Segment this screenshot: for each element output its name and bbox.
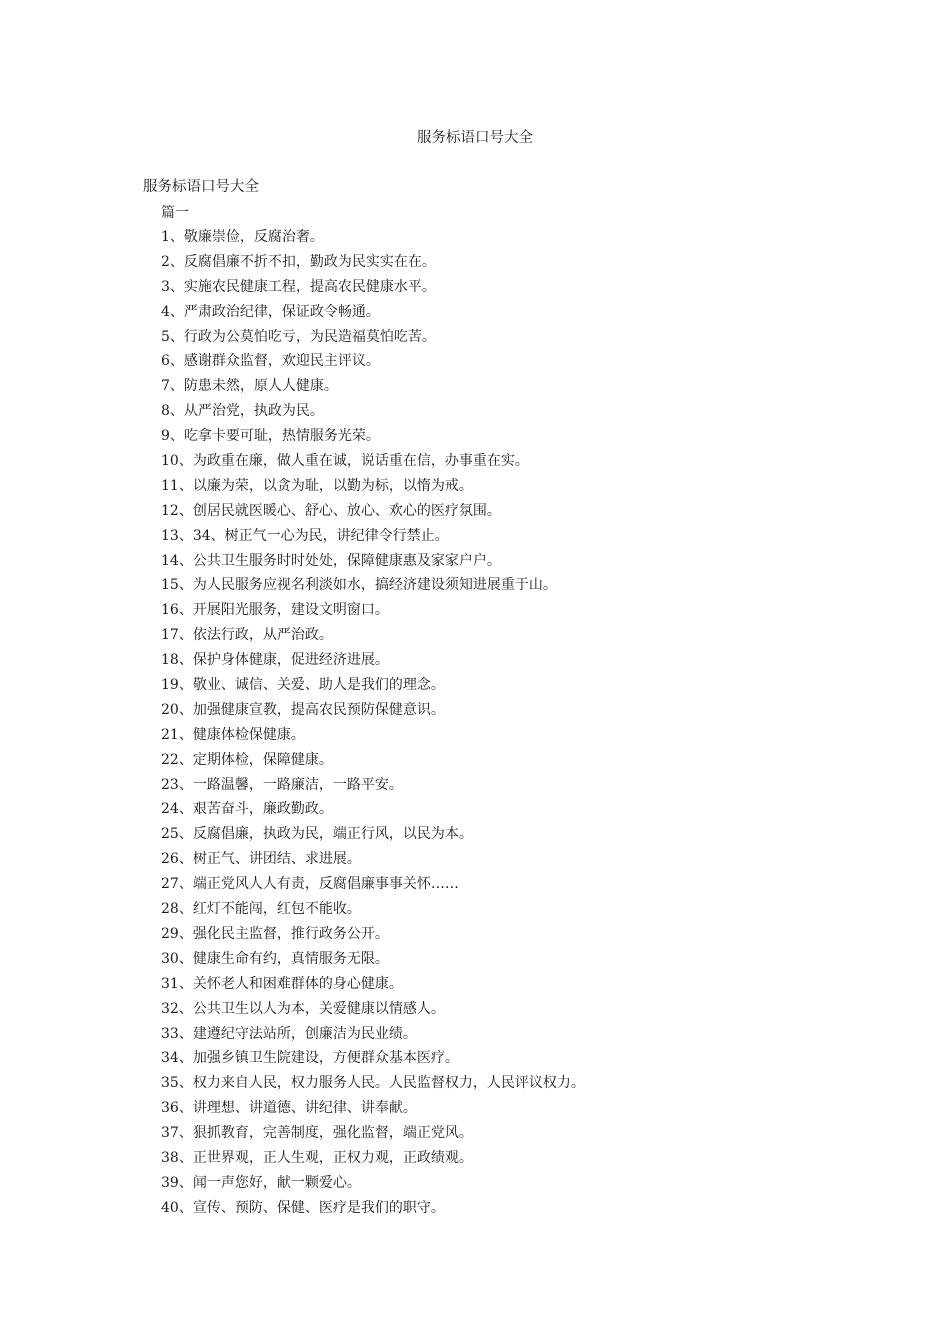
list-item: 5、行政为公莫怕吃亏，为民造福莫怕吃苦。 bbox=[161, 328, 436, 345]
list-item: 38、正世界观，正人生观，正权力观，正政绩观。 bbox=[161, 1149, 473, 1166]
list-item: 11、以廉为荣，以贪为耻，以勤为标，以惰为戒。 bbox=[161, 477, 473, 494]
list-item: 13、34、树正气一心为民，讲纪律令行禁止。 bbox=[161, 527, 449, 544]
list-item: 19、敬业、诚信、关爱、助人是我们的理念。 bbox=[161, 677, 445, 694]
list-item: 6、感谢群众监督，欢迎民主评议。 bbox=[161, 353, 380, 370]
list-item: 28、红灯不能闯，红包不能收。 bbox=[161, 901, 361, 918]
list-item: 18、保护身体健康，促进经济进展。 bbox=[161, 652, 389, 669]
list-item: 22、定期体检，保障健康。 bbox=[161, 751, 333, 768]
list-item: 37、狠抓教育，完善制度，强化监督，端正党风。 bbox=[161, 1125, 473, 1142]
list-item: 29、强化民主监督，推行政务公开。 bbox=[161, 925, 389, 942]
list-item: 36、讲理想、讲道德、讲纪律、讲奉献。 bbox=[161, 1100, 417, 1117]
document-title: 服务标语口号大全 bbox=[417, 130, 533, 146]
list-item: 32、公共卫生以人为本，关爱健康以情感人。 bbox=[161, 1000, 445, 1017]
list-item: 35、权力来自人民，权力服务人民。人民监督权力，人民评议权力。 bbox=[161, 1075, 585, 1092]
list-item: 2、反腐倡廉不折不扣，勤政为民实实在在。 bbox=[161, 253, 436, 270]
list-item: 4、严肃政治纪律，保证政令畅通。 bbox=[161, 303, 380, 320]
slogan-list bbox=[161, 227, 585, 1223]
list-item: 31、关怀老人和困难群体的身心健康。 bbox=[161, 975, 403, 992]
list-item: 27、端正党风人人有责，反腐倡廉事事关怀…… bbox=[161, 876, 459, 893]
list-item: 15、为人民服务应视名利淡如水，搞经济建设须知进展重于山。 bbox=[161, 577, 557, 594]
list-item: 3、实施农民健康工程，提高农民健康水平。 bbox=[161, 278, 436, 295]
list-item: 1、敬廉崇俭，反腐治奢。 bbox=[161, 229, 324, 245]
list-item: 12、创居民就医暖心、舒心、放心、欢心的医疗氛围。 bbox=[161, 502, 501, 519]
list-item: 14、公共卫生服务时时处处，保障健康惠及家家户户。 bbox=[161, 552, 501, 569]
list-item: 26、树正气、讲团结、求进展。 bbox=[161, 851, 361, 868]
list-item: 8、从严治党，执政为民。 bbox=[161, 403, 324, 420]
list-item: 17、依法行政，从严治政。 bbox=[161, 627, 333, 644]
list-item: 7、防患未然，原人人健康。 bbox=[161, 378, 338, 395]
list-item: 25、反腐倡廉，执政为民，端正行风，以民为本。 bbox=[161, 826, 473, 843]
section-label: 篇一 bbox=[161, 205, 189, 221]
list-item: 20、加强健康宣教，提高农民预防保健意识。 bbox=[161, 701, 445, 718]
list-item: 21、健康体检保健康。 bbox=[161, 726, 305, 743]
list-item: 23、一路温馨，一路廉洁，一路平安。 bbox=[161, 776, 403, 793]
list-item: 24、艰苦奋斗，廉政勤政。 bbox=[161, 801, 333, 818]
list-item: 10、为政重在廉，做人重在诚，说话重在信，办事重在实。 bbox=[161, 453, 529, 470]
list-item: 39、闻一声您好，献一颗爱心。 bbox=[161, 1174, 361, 1191]
list-item: 9、吃拿卡要可耻，热情服务光荣。 bbox=[161, 428, 380, 445]
section-heading: 服务标语口号大全 bbox=[143, 179, 259, 195]
list-item: 34、加强乡镇卫生院建设，方便群众基本医疗。 bbox=[161, 1050, 459, 1067]
list-item: 16、开展阳光服务，建设文明窗口。 bbox=[161, 602, 389, 619]
list-item: 30、健康生命有约，真情服务无限。 bbox=[161, 950, 389, 967]
list-item: 33、建遵纪守法站所，创廉洁为民业绩。 bbox=[161, 1025, 417, 1042]
list-item: 40、宣传、预防、保健、医疗是我们的职守。 bbox=[161, 1199, 445, 1216]
